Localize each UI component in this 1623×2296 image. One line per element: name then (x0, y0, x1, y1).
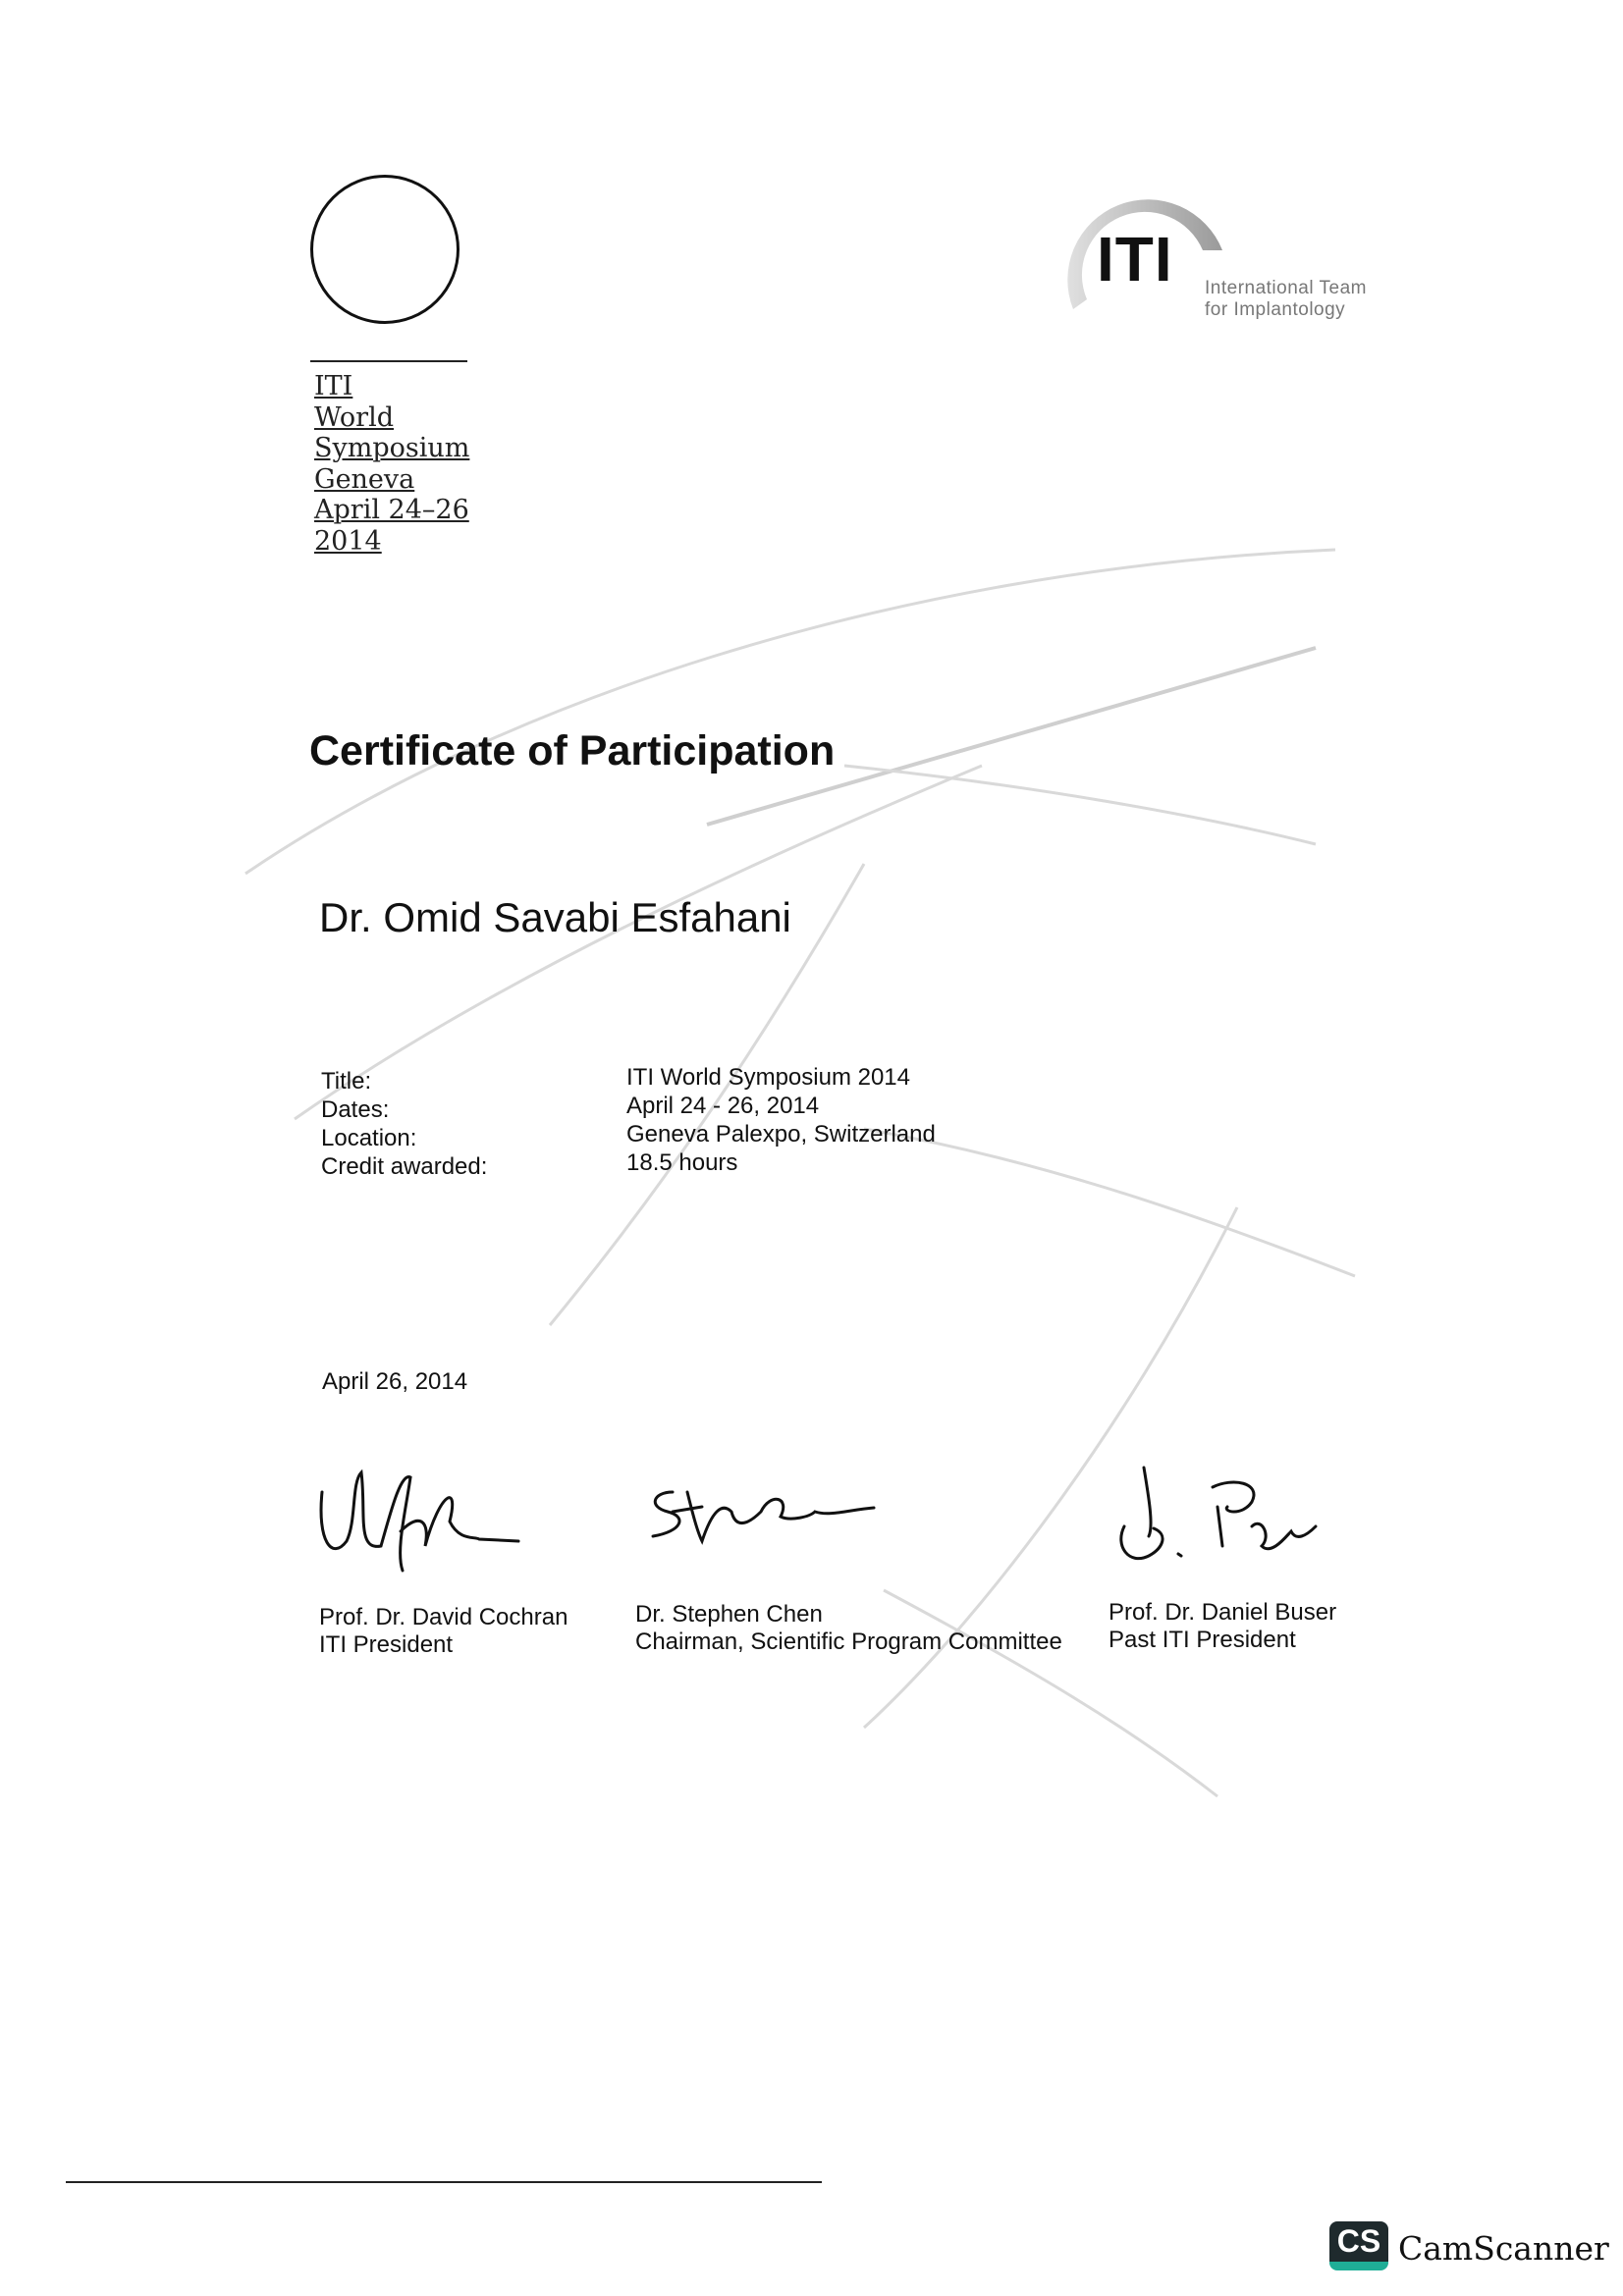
event-line: World (314, 401, 394, 433)
event-line: Symposium (314, 433, 470, 463)
event-line: ITI (314, 371, 353, 401)
symposium-circle-emblem (310, 175, 460, 324)
signatory-block (319, 1604, 568, 1659)
signature-buser (1105, 1458, 1340, 1575)
detail-label-credit: Credit awarded: (321, 1153, 488, 1180)
camscanner-wordmark: CamScanner (1398, 2229, 1609, 2268)
details-labels (321, 1067, 487, 1181)
tagline-line: for Implantology (1205, 299, 1346, 320)
event-info-block (314, 371, 469, 557)
event-line: April 24–26 (314, 495, 469, 525)
issue-date: April 26, 2014 (322, 1368, 468, 1395)
iti-logo-tagline (1205, 278, 1367, 321)
signatory-role: Past ITI President (1109, 1627, 1296, 1653)
signatory-block (635, 1601, 1062, 1656)
signature-cochran (312, 1453, 528, 1580)
emblem-divider (310, 360, 467, 362)
signatory-block (1109, 1599, 1336, 1654)
bottom-divider (66, 2181, 822, 2183)
detail-value-title: ITI World Symposium 2014 (626, 1064, 910, 1091)
signatory-name: Dr. Stephen Chen (635, 1601, 823, 1628)
signatory-name: Prof. Dr. David Cochran (319, 1604, 568, 1630)
signatory-name: Prof. Dr. Daniel Buser (1109, 1599, 1337, 1626)
iti-logo-acronym: ITI (1097, 224, 1173, 294)
signatory-role: Chairman, Scientific Program Committee (635, 1629, 1062, 1655)
event-line: 2014 (314, 525, 382, 557)
recipient-name: Dr. Omid Savabi Esfahani (319, 894, 791, 940)
detail-label-title: Title: (321, 1068, 372, 1095)
detail-value-location: Geneva Palexpo, Switzerland (626, 1121, 936, 1148)
signatory-role: ITI President (319, 1631, 454, 1658)
tagline-line: International Team (1205, 278, 1367, 298)
signature-chen (643, 1472, 879, 1561)
event-line: Geneva (314, 463, 415, 495)
detail-label-dates: Dates: (321, 1096, 390, 1123)
details-values (626, 1063, 936, 1177)
certificate-title: Certificate of Participation (309, 727, 836, 774)
detail-value-dates: April 24 - 26, 2014 (626, 1093, 820, 1119)
detail-label-location: Location: (321, 1125, 417, 1151)
detail-value-credit: 18.5 hours (626, 1149, 738, 1176)
camscanner-logo-icon: CS (1329, 2221, 1388, 2270)
